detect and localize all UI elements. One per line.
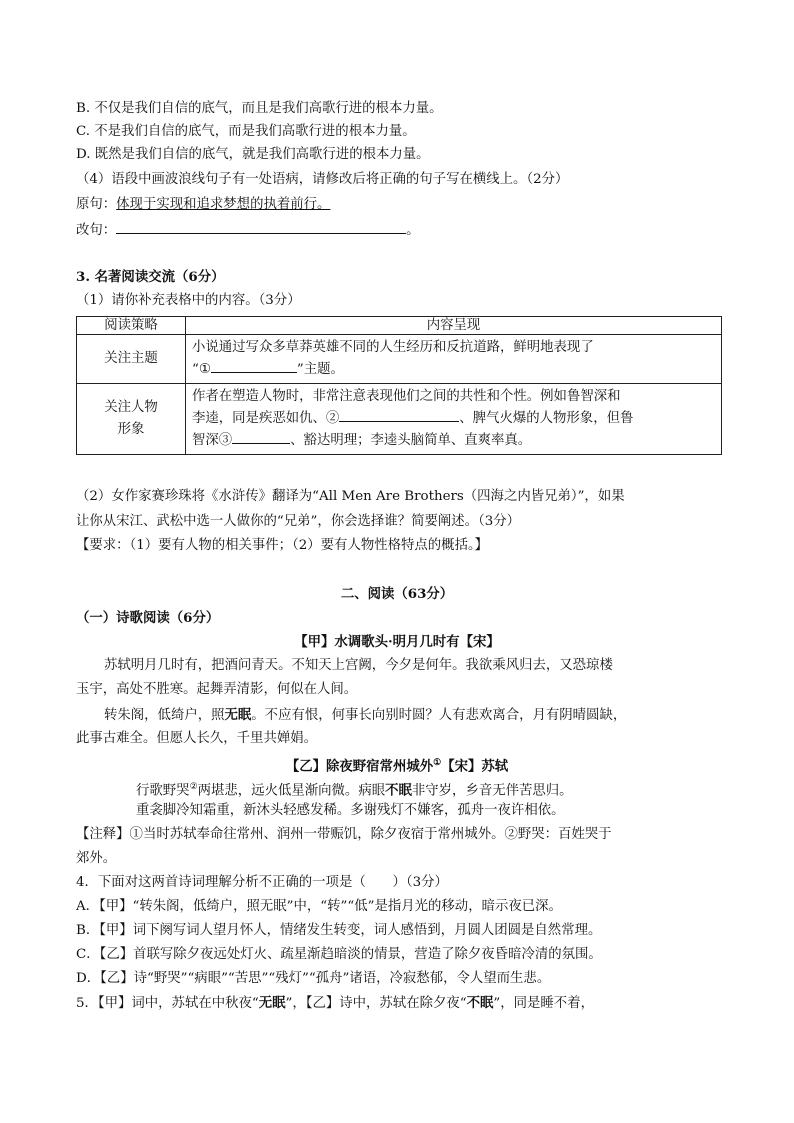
q5-emphasis-wumian: 无眠: [258, 995, 286, 1011]
poem1-line3-c: 。不应有恨，何事长向别时圆？人有悲欢离合，月有阴晴圆缺，: [251, 708, 627, 723]
poem1-line3: [104, 706, 626, 725]
q5-e: ”，同是睡不着，: [493, 996, 594, 1011]
row-label-theme: 关注主题: [77, 335, 186, 384]
poetry-section-title: （一）诗歌阅读（6分）: [76, 610, 220, 626]
row2-label-a: 关注人物: [104, 400, 158, 415]
q4-option-d[interactable]: D．【乙】诗“野哭”“病眼”“苦思”“残灯”“孤舟”诸语，冷寂愁郁，令人望而生悲。: [76, 971, 551, 986]
revised-end: 。: [406, 223, 420, 238]
q2-requirements: 【要求：（1）要有人物的相关事件；（2）要有人物性格特点的概括。】: [76, 538, 489, 553]
poem1-line3-a: 转朱阁，低绮户，照: [104, 708, 225, 723]
row2-line2-b: 、脾气火爆的人物形象，但鲁: [459, 411, 634, 426]
poem1-line4: 此事古难全。但愿人长久，千里共婵娟。: [76, 731, 318, 746]
q5-c: ”，【乙】诗中，苏轼在除夕夜“: [285, 996, 467, 1011]
table-header-row: [77, 317, 722, 335]
row1-line1: 小说通过写众多草莽英雄不同的人生经历和反抗道路，鲜明地表现了: [192, 340, 594, 355]
revised-label: 改句：: [76, 223, 117, 238]
poem2-title-b: 【宋】苏轼: [441, 758, 509, 775]
q4-option-a[interactable]: A．【甲】“转朱阁，低绮户，照无眠”中，“转”“低”是指月光的移动，暗示夜已深。: [76, 899, 562, 914]
row2-line3-b: 、豁达明理；李逵头脑简单、直爽率真。: [290, 433, 532, 448]
poem2-line1-note: ②: [189, 782, 198, 792]
table-header-strategy: 阅读策略: [77, 317, 186, 335]
poem1-emphasis-wumian: 无眠: [224, 707, 252, 723]
notes-line1: 【注释】①当时苏轼奉命往常州、润州一带赈饥，除夕夜宿于常州城外。②野哭：百姓哭于: [76, 827, 612, 842]
blank-1[interactable]: [211, 359, 297, 373]
question-4: （4）语段中画波浪线句子有一处语病，请修改后将正确的句子写在横线上。（2分）: [76, 172, 569, 187]
row2-label-b: 形象: [117, 422, 145, 437]
poem2-note-mark: ①: [433, 758, 442, 768]
table-header-content: 内容呈现: [186, 317, 722, 335]
question-4-stem: 4．下面对这两首诗词理解分析不正确的一项是（ ）（3分）: [76, 875, 448, 890]
row2-line1: 作者在塑造人物时，非常注意表现他们之间的共性和个性。例如鲁智深和: [192, 389, 621, 404]
q4-option-b[interactable]: B．【甲】词下阕写词人望月怀人，情绪发生转变，词人感悟到，月圆人团圆是自然常理。: [76, 923, 602, 938]
row2-line3-a: 智深③: [192, 433, 233, 448]
question-5: [76, 994, 594, 1013]
row1-line2-a: “①: [192, 362, 211, 377]
poem2-line2: 重衾脚冷知霜重，新沐头轻感发稀。多谢残灯不嫌客，孤舟一夜许相依。: [136, 803, 565, 818]
row2-line3: [192, 430, 715, 452]
option-d: D. 既然是我们自信的底气，就是我们高歌行进的根本力量。: [76, 147, 430, 162]
q2-line2: 让你从宋江、武松中选一人做你的“兄弟”，你会选择谁？简要阐述。（3分）: [76, 514, 521, 529]
notes-line2: 郊外。: [76, 851, 117, 866]
table-row: [77, 335, 722, 384]
q4-option-c[interactable]: C．【乙】首联写除夕夜远处灯火、疏星渐趋暗淡的情景，营造了除夕夜昏暗冷清的氛围。: [76, 947, 602, 962]
poem2-line1-b: 两堪悲，远火低星渐向微。病眼: [197, 783, 386, 799]
row2-line2: [192, 408, 715, 430]
row-label-character: [77, 384, 186, 455]
section-3-title: 3. 名著阅读交流（6分）: [76, 269, 225, 285]
q5-emphasis-bumian: 不眠: [466, 995, 494, 1011]
poem2-line1-d: 非守岁，乡音无伴苦思归。: [411, 783, 573, 799]
row-content-character: [186, 384, 722, 455]
poem2-line1: [136, 778, 573, 800]
original-sentence: [76, 196, 330, 214]
original-label: 原句：: [76, 197, 117, 212]
q5-a: 5．【甲】词中，苏轼在中秋夜“: [76, 996, 259, 1011]
option-b: B. 不仅是我们自信的底气，而且是我们高歌行进的根本力量。: [76, 101, 443, 116]
row-content-theme: [186, 335, 722, 384]
blank-3[interactable]: [232, 430, 290, 444]
poem1-line1: 苏轼明月几时有，把酒问青天。不知天上宫阙，今夕是何年。我欲乘风归去，又恐琼楼: [104, 658, 613, 673]
table-row: [77, 384, 722, 455]
revised-answer-blank[interactable]: [116, 220, 406, 234]
q2-line1: （2）女作家赛珍珠将《水浒传》翻译为“All Men Are Brothers（四海之内皆兄弟）”，如果: [76, 489, 625, 504]
original-text: 体现于实现和追求梦想的执着前行。: [116, 197, 331, 212]
poem1-title: 【甲】水调歌头·明月几时有【宋】: [294, 634, 500, 650]
poem2-title-a: 【乙】除夜野宿常州城外: [285, 758, 434, 775]
option-c: C. 不是我们自信的底气，而是我们高歌行进的根本力量。: [76, 124, 416, 139]
poem1-line2: 玉宇，高处不胜寒。起舞弄清影，何似在人间。: [76, 682, 358, 697]
part-2-title: 二、阅读（63分）: [340, 586, 454, 602]
revised-sentence: [76, 220, 420, 240]
reading-strategy-table: [76, 316, 722, 455]
blank-2[interactable]: [339, 408, 459, 422]
poem2-line1-a: 行歌野哭: [136, 783, 190, 799]
row1-line2-b: ”主题。: [296, 362, 344, 377]
section-3-q1: （1）请你补充表格中的内容。（3分）: [76, 293, 301, 308]
poem2-emphasis-bumian: 不眠: [385, 782, 412, 799]
row2-line2-a: 李逵，同是疾恶如仇、②: [192, 411, 340, 426]
row1-line2: [192, 359, 715, 381]
poem2-title: [0, 754, 794, 775]
